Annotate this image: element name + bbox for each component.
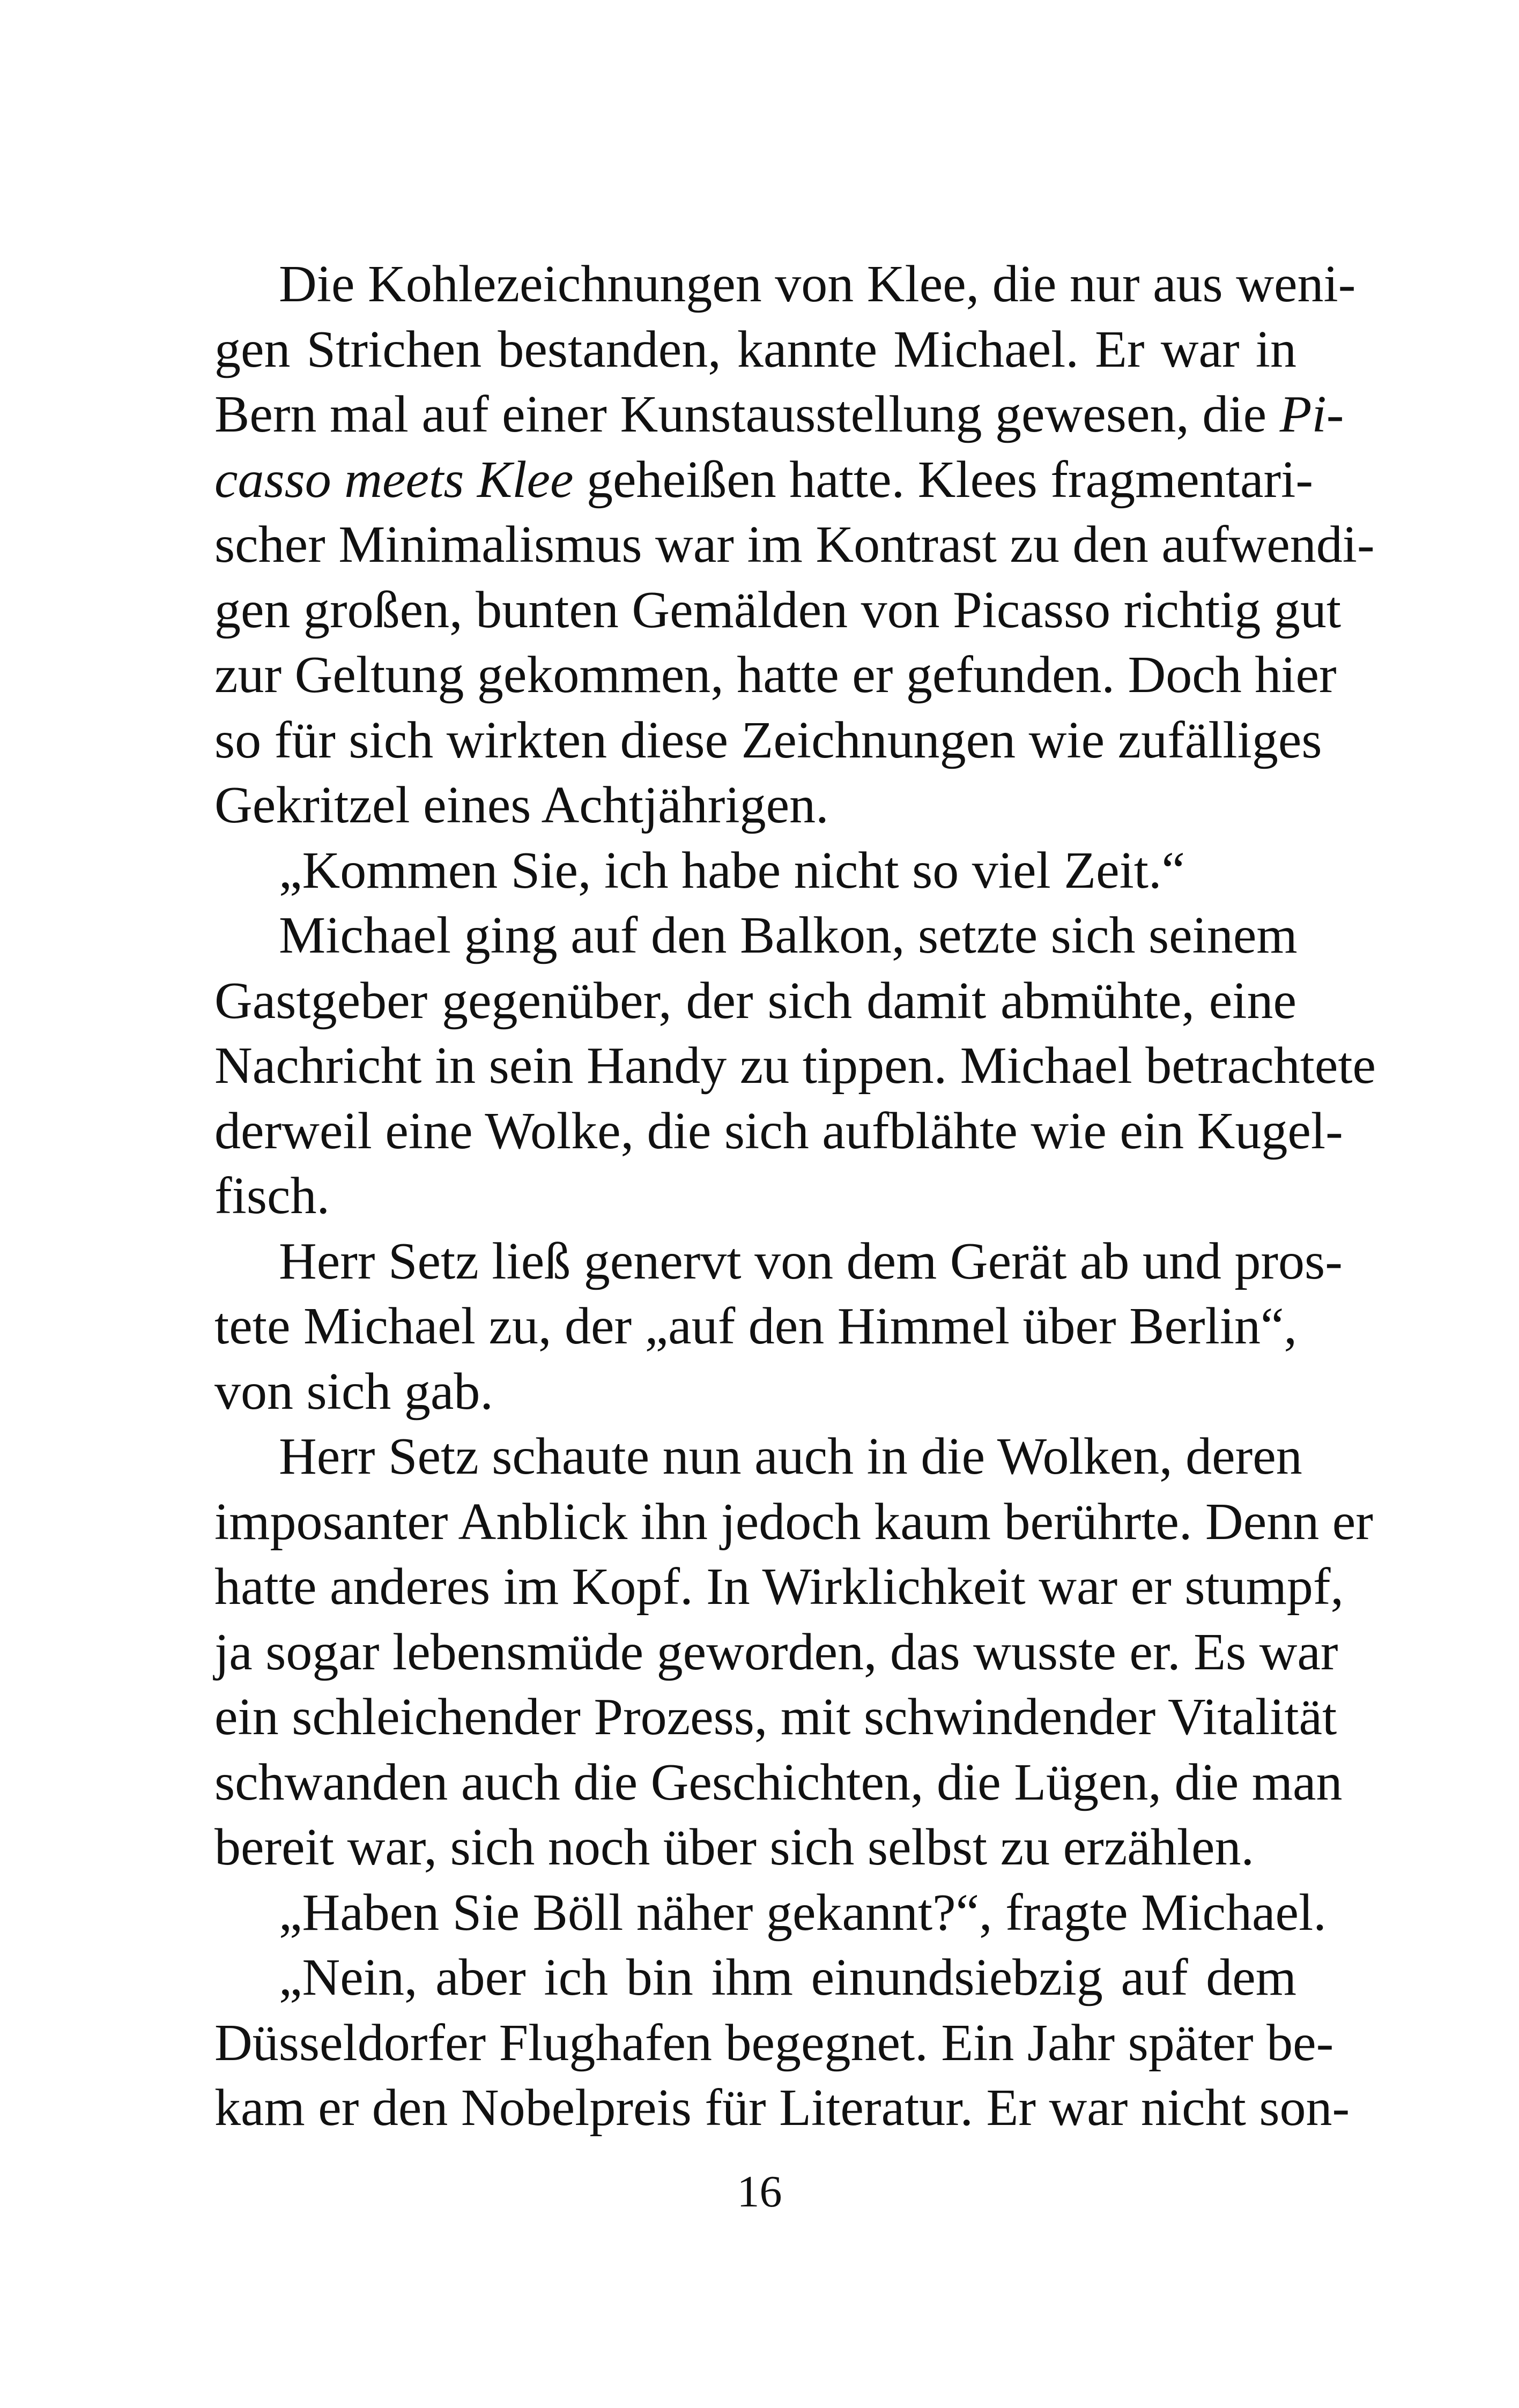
text-segment: gen großen, bunten Gemälden von Picasso richtig gut — [214, 581, 1342, 639]
text-line — [214, 578, 1342, 643]
text-line — [214, 1881, 1327, 1946]
text-line — [214, 1294, 1296, 1359]
text-segment: Die Kohlezeichnungen von Klee, die nur aus weni- — [279, 255, 1356, 313]
text-line — [214, 2011, 1334, 2076]
text-segment: Herr Setz schaute nun auch in die Wolken, deren — [279, 1428, 1302, 1485]
text-segment: Bern mal auf einer Kunstausstellung gewesen, die — [214, 385, 1280, 443]
text-line — [214, 1424, 1302, 1490]
italic-title: Pi- — [1279, 385, 1344, 443]
text-line — [214, 1555, 1344, 1620]
text-line — [214, 448, 1314, 513]
text-line — [214, 1490, 1373, 1555]
text-segment: geheißen hatte. Klees fragmentari- — [573, 450, 1314, 509]
text-line — [214, 1164, 1296, 1229]
text-line — [214, 643, 1337, 708]
text-line — [214, 1099, 1343, 1164]
text-segment: Gekritzel eines Achtjährigen. — [214, 776, 829, 834]
text-line — [214, 1359, 1296, 1425]
text-line — [214, 773, 1296, 838]
text-line — [214, 1229, 1343, 1295]
text-line — [214, 1945, 1296, 2011]
text-segment: Michael ging auf den Balkon, setzte sich seinem — [279, 906, 1298, 964]
text-segment: „Nein, aber ich bin ihm einundsiebzig auf dem — [279, 1949, 1296, 2006]
text-line — [214, 903, 1296, 969]
page-number: 16 — [737, 2167, 782, 2217]
text-segment: kam er den Nobelpreis für Literatur. Er war nicht son- — [214, 2079, 1350, 2137]
text-segment: „Haben Sie Böll näher gekannt?“, fragte Michael. — [279, 1883, 1327, 1942]
text-segment: imposanter Anblick ihn jedoch kaum berührte. Denn er — [214, 1492, 1373, 1551]
italic-title: casso meets Klee — [214, 450, 574, 509]
text-segment: ein schleichender Prozess, mit schwindender Vitalität — [214, 1688, 1337, 1746]
text-line — [214, 838, 1296, 904]
text-segment: derweil eine Wolke, die sich aufblähte wie ein Kugel- — [214, 1102, 1343, 1160]
text-segment: fisch. — [214, 1167, 330, 1225]
text-line — [214, 1750, 1343, 1816]
text-segment: gen Strichen bestanden, kannte Michael. Er war in — [214, 320, 1296, 378]
text-line — [214, 1685, 1337, 1750]
text-line — [214, 382, 1344, 448]
text-segment: Nachricht in sein Handy zu tippen. Michael betrachtete — [214, 1037, 1376, 1095]
text-line — [214, 969, 1296, 1034]
text-line — [214, 252, 1356, 317]
text-segment: Düsseldorfer Flughafen begegnet. Ein Jahr später be- — [214, 2013, 1334, 2072]
text-line — [214, 1620, 1338, 1685]
text-line — [214, 708, 1322, 774]
text-segment: von sich gab. — [214, 1362, 493, 1421]
text-line — [214, 317, 1296, 383]
text-segment: Gastgeber gegenüber, der sich damit abmühte, eine — [214, 971, 1296, 1030]
text-line — [214, 512, 1375, 578]
text-line — [214, 1815, 1296, 1881]
text-line — [214, 1034, 1376, 1099]
body-text — [214, 252, 1376, 2141]
text-segment: „Kommen Sie, ich habe nicht so viel Zeit.“ — [279, 841, 1185, 900]
text-segment: bereit war, sich noch über sich selbst zu erzählen. — [214, 1818, 1254, 1876]
text-segment: hatte anderes im Kopf. In Wirklichkeit war er stumpf, — [214, 1558, 1344, 1616]
text-segment: Herr Setz ließ genervt von dem Gerät ab und pros- — [279, 1232, 1343, 1290]
text-line — [214, 2076, 1350, 2141]
text-segment: zur Geltung gekommen, hatte er gefunden. Doch hier — [214, 646, 1337, 704]
text-segment: so für sich wirkten diese Zeichnungen wie zufälliges — [214, 711, 1322, 769]
text-segment: scher Minimalismus war im Kontrast zu den aufwendi- — [214, 516, 1375, 574]
text-segment: ja sogar lebensmüde geworden, das wusste er. Es war — [214, 1623, 1338, 1681]
text-segment: schwanden auch die Geschichten, die Lügen, die man — [214, 1753, 1343, 1811]
text-segment: tete Michael zu, der „auf den Himmel über Berlin“, — [214, 1297, 1298, 1355]
